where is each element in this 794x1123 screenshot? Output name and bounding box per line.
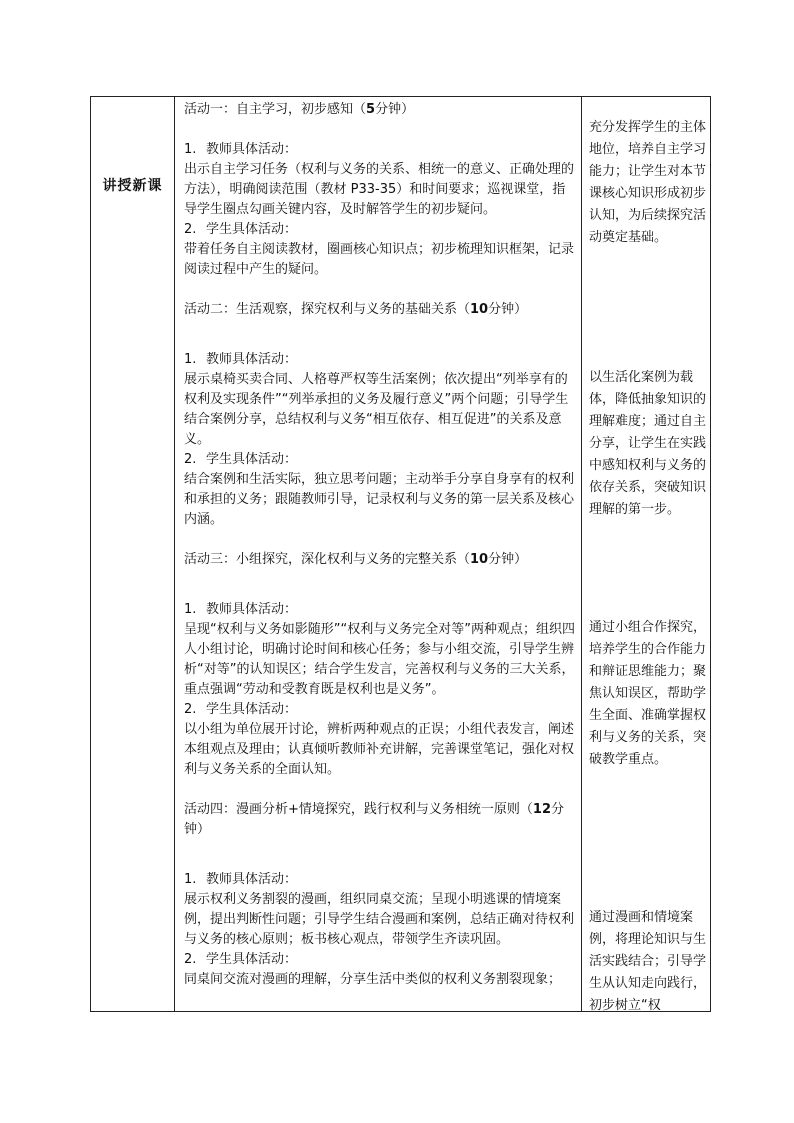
activity-3-teacher-text: 呈现“权利与义务如影随形”“权利与义务完全对等”两种观点；组织四人小组讨论，明确讨论时间和核心任务；参与小组交流，引导学生辨析“对等”的认知误区；结合学生发言，完善权利与义务的三大关系，重点强调“劳动和受教育既是权利也是义务”。 [184, 622, 575, 697]
activity-2-title: 活动二：生活观察，探究权利与义务的基础关系（10分钟） [184, 302, 528, 317]
activity-1-student-label: 2. 学生具体活动： [184, 222, 298, 237]
activity-3-student-label: 2. 学生具体活动： [184, 702, 298, 717]
table-row [91, 97, 711, 1012]
activity-1-title: 活动一：自主学习，初步感知（5分钟） [184, 102, 415, 117]
section-label-cell [91, 97, 175, 1012]
activity-3-teacher-label: 1. 教师具体活动： [184, 602, 298, 617]
lesson-plan-table [90, 96, 711, 1012]
activity-4-purpose: 通过漫画和情境案例，将理论知识与生活实践结合；引导学生从认知走向践行，初步树立“权 [589, 910, 707, 1013]
activities-cell [175, 97, 582, 1012]
activity-4-teacher-label: 1. 教师具体活动： [184, 872, 298, 887]
activity-1-purpose: 充分发挥学生的主体地位，培养自主学习能力；让学生对本节课核心知识形成初步认知，为后续探究活动奠定基础。 [589, 120, 707, 245]
activity-4-title: 活动四：漫画分析+情境探究，践行权利与义务相统一原则（12分钟） [184, 802, 565, 837]
activity-2-student-text: 结合案例和生活实际，独立思考问题；主动举手分享自身享有的权利和承担的义务；跟随教师引导，记录权利与义务的第一层关系及核心内涵。 [184, 472, 575, 527]
activity-4-student-label: 2. 学生具体活动： [184, 952, 298, 967]
activity-2-teacher-label: 1. 教师具体活动： [184, 352, 298, 367]
activity-1-teacher-label: 1. 教师具体活动： [184, 142, 298, 157]
activity-1-student-text: 带着任务自主阅读教材，圈画核心知识点；初步梳理知识框架，记录阅读过程中产生的疑问。 [184, 242, 575, 277]
activity-3-student-text: 以小组为单位展开讨论，辨析两种观点的正误；小组代表发言，阐述本组观点及理由；认真倾听教师补充讲解，完善课堂笔记，强化对权利与义务关系的全面认知。 [184, 722, 575, 777]
activity-2-student-label: 2. 学生具体活动： [184, 452, 298, 467]
activity-4-student-text: 同桌间交流对漫画的理解，分享生活中类似的权利义务割裂现象； [184, 972, 562, 987]
purpose-cell [582, 97, 711, 1012]
activity-1-teacher-text: 出示自主学习任务（权利与义务的关系、相统一的意义、正确处理的方法），明确阅读范围（教材 P33-35）和时间要求；巡视课堂，指导学生圈点勾画关键内容，及时解答学生的初步疑问。 [184, 162, 575, 217]
activity-2-purpose: 以生活化案例为载体，降低抽象知识的理解难度；通过自主分享，让学生在实践中感知权利与义务的依存关系，突破知识理解的第一步。 [589, 370, 707, 517]
activity-3-purpose: 通过小组合作探究，培养学生的合作能力和辩证思维能力；聚焦认知误区，帮助学生全面、准确掌握权利与义务的关系，突破教学重点。 [589, 620, 707, 767]
activity-3-title: 活动三：小组探究，深化权利与义务的完整关系（10分钟） [184, 552, 528, 567]
section-label: 讲授新课 [102, 178, 163, 194]
activity-4-teacher-text: 展示权利义务割裂的漫画，组织同桌交流；呈现小明逃课的情境案例，提出判断性问题；引导学生结合漫画和案例，总结正确对待权利与义务的核心原则；板书核心观点，带领学生齐读巩固。 [184, 892, 575, 947]
activity-2-teacher-text: 展示桌椅买卖合同、人格尊严权等生活案例；依次提出“列举享有的权利及实现条件”“列举承担的义务及履行意义”两个问题；引导学生结合案例分享，总结权利与义务“相互依存、相互促进”的关系及意义。 [184, 372, 569, 447]
